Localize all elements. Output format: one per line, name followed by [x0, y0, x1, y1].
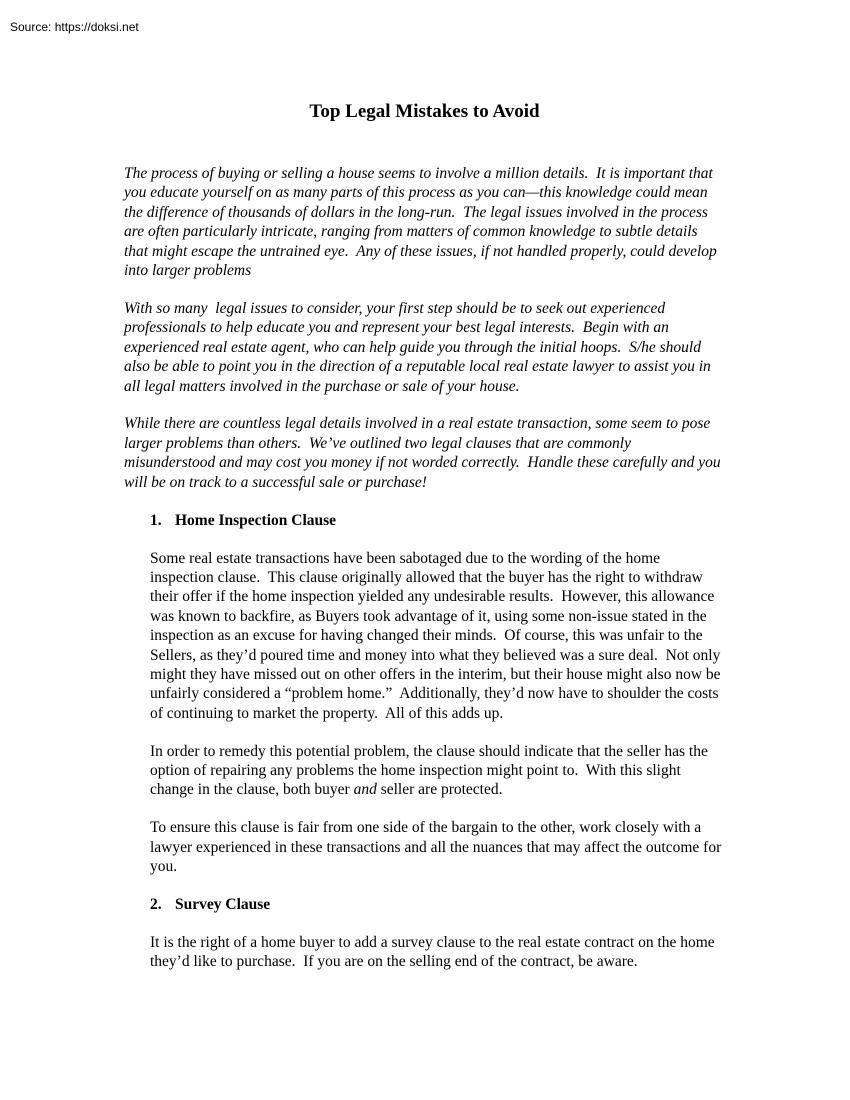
body-paragraph: To ensure this clause is fair from one side of the bargain to the other, work closely with a lawyer experienced in these transactions and all the nuances that may affect the outcome for you. — [150, 819, 726, 876]
paragraph-text: seller are protected. — [376, 781, 503, 799]
section-heading-survey-clause — [124, 895, 725, 914]
page-title: Top Legal Mistakes to Avoid — [309, 101, 540, 122]
body-paragraph: Some real estate transactions have been sabotaged due to the wording of the home inspection clause. This clause originally allowed that the buyer has the right to withdraw their offer if the home inspection yielded any undesirable results. However, this allowance was known to backfire, as Buyers took advantage of it, using some non-issue stated in the inspection as an excuse for having changed their minds. Of course, this was unfair to the Sellers, as they’d poured time and money into what they believed was a sure deal. Not only might they have missed out on other offers in the interim, but their house might also now be unfairly considered a “problem home.” Additionally, they’d now have to shoulder the costs of continuing to market the property. All of this adds up. — [150, 549, 725, 722]
section-title: Home Inspection Clause — [175, 511, 337, 529]
document-content — [124, 100, 725, 990]
intro-paragraph-2: With so many legal issues to consider, your first step should be to seek out experienced professionals to help educate you and represent your best legal interests. Begin with an experienced real estate agent, who can help guide you through the initial hoops. S/he should also be able to point you in the direction of a reputable local real estate lawyer to assist you in all legal matters involved in the purchase or sale of your house. — [124, 299, 715, 395]
intro-paragraph-3: While there are countless legal details involved in a real estate transaction, some seem to pose larger problems than others. We’ve outlined two legal clauses that are commonly misunderstood and may cost you money if not worded correctly. Handle these carefully and you will be on track to a successful sale or purchase! — [124, 415, 725, 491]
source-line: Source: https://doksi.net — [10, 20, 139, 34]
paragraph-text: In order to remedy this potential problem, the clause should indicate that the seller has the option of repairing any problems the home inspection might point to. With this slight change in the clause, both buyer — [150, 742, 712, 799]
section-heading-home-inspection — [124, 511, 725, 530]
section-number: 2. — [150, 896, 162, 914]
body-paragraph — [124, 742, 725, 800]
intro-paragraph-1: The process of buying or selling a house seems to involve a million details. It is important that you educate yourself on as many parts of this process as you can—this knowledge could mean the difference of thousands of dollars in the long-run. The legal issues involved in the process are often particularly intricate, ranging from matters of common knowledge to subtle details that might escape the untrained eye. Any of these issues, if not handled properly, could develop into larger problems — [124, 165, 721, 280]
emphasized-word: and — [353, 781, 377, 799]
section-title: Survey Clause — [175, 896, 271, 914]
section-number: 1. — [150, 511, 162, 529]
body-paragraph: It is the right of a home buyer to add a survey clause to the real estate contract on the home they’d like to purchase. If you are on the selling end of the contract, be aware. — [150, 934, 719, 971]
